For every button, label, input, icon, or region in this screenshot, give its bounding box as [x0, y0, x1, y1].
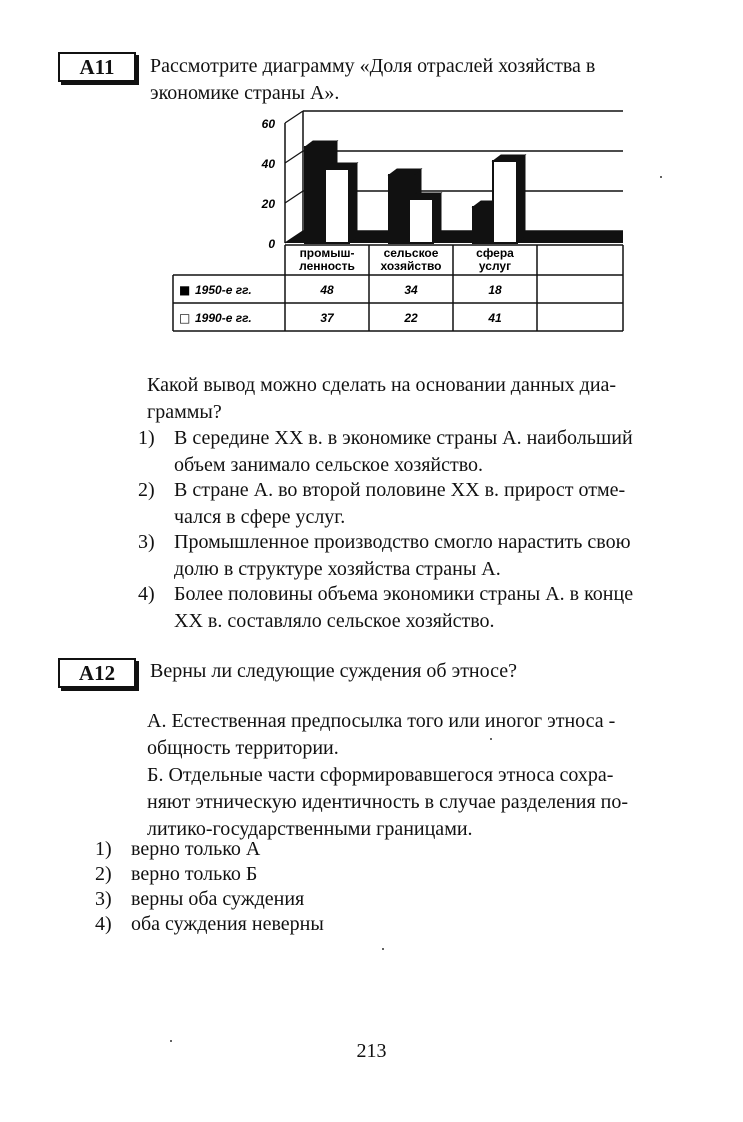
scan-speck: [660, 176, 662, 178]
option-text: верно только Б: [131, 863, 258, 885]
answer-option-4[interactable]: [138, 581, 698, 635]
data-label: 22: [404, 311, 418, 325]
bar: [325, 169, 349, 243]
question-label: A11: [79, 55, 115, 79]
option-text: XX в. составляло сельское хозяйство.: [174, 610, 495, 632]
statement-b: [147, 762, 695, 843]
option-number: 2): [138, 479, 155, 501]
option-text: Более половины объема экономики страны А. в конце: [174, 583, 634, 605]
statement-a: [147, 708, 695, 762]
chart-layer: [173, 111, 623, 331]
option-text: В стране А. во второй половине XX в. прирост отме-: [174, 479, 626, 501]
question-label: A12: [78, 661, 116, 685]
option-number: 1): [138, 427, 155, 449]
option-number: 4): [138, 583, 155, 605]
option-text: Промышленное производство смогло нарастить свою: [174, 531, 631, 553]
category-label: сфера: [476, 246, 514, 260]
category-label: хозяйство: [380, 259, 442, 273]
bar: [493, 161, 517, 243]
category-label: промыш-: [299, 246, 355, 260]
answer-option-3[interactable]: [95, 886, 495, 913]
answer-option-4[interactable]: [95, 911, 495, 938]
statement-line: няют этническую идентичность в случае разделения по-: [147, 791, 629, 813]
question-number-a12: [58, 658, 136, 688]
data-label: 37: [320, 311, 334, 325]
question-prompt: [150, 53, 710, 107]
bar-side: [517, 155, 525, 243]
answer-option-2[interactable]: [95, 861, 495, 888]
answer-option-2[interactable]: [138, 477, 698, 531]
scan-speck: [490, 738, 492, 740]
answer-option-1[interactable]: [95, 836, 495, 863]
statement-line: общность территории.: [147, 737, 339, 759]
scan-speck: [382, 948, 384, 950]
option-number: 2): [95, 863, 112, 885]
statement-line: литико-государственными границами.: [147, 818, 473, 840]
option-number: 3): [95, 888, 112, 910]
option-text: долю в структуре хозяйства страны А.: [174, 558, 501, 580]
option-text: объем занимало сельское хозяйство.: [174, 454, 484, 476]
answer-option-3[interactable]: [138, 529, 698, 583]
statement-line: А. Естественная предпосылка того или иногог этноса -: [147, 710, 616, 732]
option-text: чался в сфере услуг.: [174, 506, 346, 528]
bar-side: [349, 163, 357, 243]
data-label: 41: [488, 311, 502, 325]
option-text: верно только А: [131, 838, 261, 860]
y-tick-label: 0: [268, 237, 275, 251]
y-tick-label: 60: [261, 117, 275, 131]
statement-line: Б. Отдельные части сформировавшегося этноса сохра-: [147, 764, 614, 786]
data-label: 18: [488, 283, 502, 297]
scan-speck: [170, 1040, 172, 1042]
bar: [409, 199, 433, 243]
prompt-line: Рассмотрите диаграмму «Доля отраслей хозяйства в: [150, 55, 596, 77]
legend-marker: □: [179, 311, 191, 325]
category-label: услуг: [478, 259, 512, 273]
question-text: [147, 372, 695, 426]
option-number: 1): [95, 838, 112, 860]
option-text: оба суждения неверны: [131, 913, 324, 935]
question-line: граммы?: [147, 401, 222, 423]
option-number: 4): [95, 913, 112, 935]
prompt-line: экономике страны А».: [150, 82, 340, 104]
gridline-diagonal: [285, 191, 303, 203]
question-line: Какой вывод можно сделать на основании данных диа-: [147, 374, 617, 396]
category-label: ленность: [299, 259, 355, 273]
gridline-diagonal: [285, 151, 303, 163]
option-number: 3): [138, 531, 155, 553]
legend-label: 1990-е гг.: [195, 311, 252, 325]
option-text: В середине XX в. в экономике страны А. наибольший: [174, 427, 633, 449]
category-label: сельское: [383, 246, 439, 260]
y-tick-label: 20: [261, 197, 275, 211]
y-tick-label: 40: [261, 157, 275, 171]
legend-marker: ■: [179, 283, 191, 297]
legend-label: 1950-е гг.: [195, 283, 252, 297]
page-number: 213: [356, 1040, 387, 1062]
data-label: 34: [404, 283, 418, 297]
bar-chart: [165, 108, 625, 338]
answer-option-1[interactable]: [138, 425, 698, 479]
option-text: верны оба суждения: [131, 888, 305, 910]
bar-side: [433, 193, 441, 243]
gridline-diagonal: [285, 111, 303, 123]
question-number-a11: [58, 52, 136, 82]
question-prompt: Верны ли следующие суждения об этносе?: [150, 660, 518, 682]
data-label: 48: [320, 283, 334, 297]
